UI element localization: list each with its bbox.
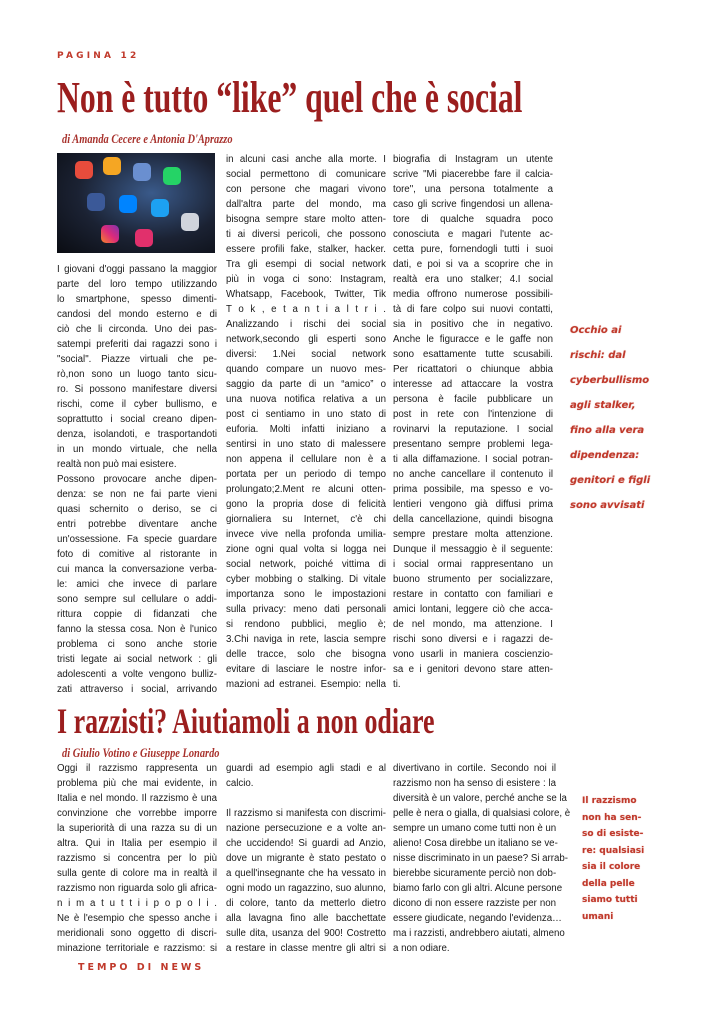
- pull-quote-line: Occhio ai: [570, 325, 622, 336]
- text-line: sa e i genitori devono stare atten-: [393, 664, 553, 675]
- text-line: network,secondo gli esperti sono: [226, 334, 386, 345]
- pull-quote-line: fino alla vera: [570, 425, 645, 436]
- text-line: Dunque il messaggio è il seguente:: [393, 544, 553, 555]
- text-line: diversità è un valore, perché anche se la: [393, 793, 567, 804]
- text-line: Il razzismo si manifesta con discrimi-: [226, 808, 386, 819]
- pull-quote-line: dipendenza:: [570, 450, 640, 461]
- text-line: social network, poiché vittima di: [226, 559, 386, 570]
- text-line: sia in positivo che in negativo.: [393, 319, 553, 330]
- text-line: denza: se non ne fai parte vieni: [57, 489, 217, 500]
- app-icon: [103, 157, 121, 175]
- text-line: soprattutto i social creano dipen-: [57, 414, 217, 425]
- text-line: cetta pure, fornendogli tutti i suoi: [393, 244, 553, 255]
- article1-column-2: [226, 152, 386, 692]
- text-line: le: amici che invece di parlare: [57, 579, 217, 590]
- text-line: Anche le figuracce e le gaffe non: [393, 334, 553, 345]
- text-line: ro. Si possono manifestare diversi: [57, 384, 217, 395]
- text-line: post in rete con l'intenzione di: [393, 409, 553, 420]
- article-byline: di Amanda Cecere e Antonia D'Aprazzo: [62, 131, 233, 146]
- text-line: problema più che mai evidente, in: [57, 778, 217, 789]
- text-line: caso gli scrive fingendosi un allena-: [393, 199, 553, 210]
- text-line: fanno la stessa cosa. Non è l'unico: [57, 624, 217, 635]
- text-line: sono sempre sul cellulare o addi-: [57, 594, 217, 605]
- paragraph: [226, 761, 386, 791]
- text-line: realtà era uno stalker; 4.I social: [393, 274, 553, 285]
- text-line: nazione persecuzione e a volte an-: [226, 823, 386, 834]
- text-line: realtà non può mai esistere.: [57, 459, 177, 470]
- text-line: parte del loro tempo utilizzando: [57, 279, 217, 290]
- text-line: a non odiare.: [393, 943, 450, 954]
- text-line: 3.Chi naviga in rete, lascia sempre: [226, 634, 386, 645]
- text-line: rittura coppie di fidanzati che: [57, 609, 217, 620]
- paragraph: [226, 806, 386, 956]
- text-line: no anche cancellare il contenuto il: [393, 469, 553, 480]
- text-line: presentano sempre problemi lega-: [393, 439, 553, 450]
- text-line: dicono di non essere razziste per non: [393, 898, 556, 909]
- text-line: lentieri vengono già diffusi prima: [393, 499, 553, 510]
- text-line: zati attraverso i social, arrivando: [57, 684, 217, 695]
- paragraph: [393, 761, 571, 956]
- app-icon: [75, 161, 93, 179]
- pull-quote-line: genitori e figli: [570, 475, 651, 486]
- text-line: tore di qualche squadra poco: [393, 214, 553, 225]
- text-line: prima possibile, ma spesso e vo-: [393, 484, 553, 495]
- text-line: che uccidendo! Si guardi ad Anzio,: [226, 838, 386, 849]
- text-line: dati, e poi si va a scoprire che in: [393, 259, 553, 270]
- text-line: della cancellazione, quindi bisogna: [393, 514, 553, 525]
- text-line: sempre prestare molta attenzione.: [393, 529, 553, 540]
- text-line: i social ormai rappresentano un: [393, 559, 553, 570]
- text-line: cui manca la conversazione verba-: [57, 564, 217, 575]
- text-line: alieno! Cosa direbbe un italiano se ve-: [393, 838, 558, 849]
- pull-quote-line: agli stalker,: [570, 400, 636, 411]
- text-line: sulle dita, usanza del 900! Costretto: [226, 928, 386, 939]
- paragraph: [226, 152, 386, 692]
- text-line: Analizzando i rischi dei social: [226, 319, 386, 330]
- text-line: ma i razzisti, andrebbero aiutati, almeno: [393, 928, 565, 939]
- facebook-icon: [87, 193, 105, 211]
- text-line: convinzione che vorrebbe imporre: [57, 808, 217, 819]
- text-line: più in voga ci sono: Instagram,: [226, 274, 386, 285]
- text-line: ti ai diversi pericoli, che possono: [226, 229, 386, 240]
- text-line: essere profili fake, stalker, hacker.: [226, 244, 386, 255]
- text-line: sulla privacy: meno dati personali: [226, 604, 386, 615]
- text-line: in alcuni casi anche alla morte. I: [226, 154, 386, 165]
- article1-pull-quote: [570, 318, 650, 518]
- text-line: delle tracce, solo che bisogna: [226, 649, 386, 660]
- text-line: bisogna sempre stare molto atten-: [226, 214, 386, 225]
- text-line: si rendono pubblici, meglio è;: [226, 619, 386, 630]
- text-line: Italia e nel mondo. Il razzismo è una: [57, 793, 217, 804]
- text-line: dall'altra parte del mondo, ma: [226, 199, 386, 210]
- text-line: T o k , e t a n t i a l t r i .: [226, 304, 386, 315]
- pull-quote-line: della pelle: [582, 878, 635, 889]
- text-line: a quell'insegnante che ha vessato in: [226, 868, 386, 879]
- text-line: un'ossessione. Fa specie guardare: [57, 534, 217, 545]
- text-line: restare in contatto con familiari e: [393, 589, 553, 600]
- text-line: ogni modo un ragazzino, suo alunno,: [226, 883, 386, 894]
- article2-column-2: [226, 761, 386, 956]
- pull-quote-line: Il razzismo: [582, 796, 637, 806]
- text-line: amici lontani, leggere ciò che acca-: [393, 604, 553, 615]
- text-line: alla lavagna fino alle bacchettate: [226, 913, 386, 924]
- text-line: buono strumento per socializzare,: [393, 574, 553, 585]
- text-line: rò,non sono un luogo tanto sicu-: [57, 369, 217, 380]
- text-line: rovinarvi la reputazione. I social: [393, 424, 553, 435]
- pull-quote-line: so di esiste-: [582, 829, 644, 839]
- text-line: ciò che li circonda. Uno dei pas-: [57, 324, 217, 335]
- text-line: entri potrebbe diventare anche: [57, 519, 217, 530]
- twitter-icon: [151, 199, 169, 217]
- article-byline: di Giulio Votino e Giuseppe Lonardo: [62, 745, 220, 760]
- text-line: Per ricattatori o chiunque abbia: [393, 364, 553, 375]
- page-number-label: PAGINA 12: [57, 51, 140, 61]
- text-line: sentirsi in uno stato di malessere: [226, 439, 386, 450]
- app-icon: [135, 229, 153, 247]
- text-line: la superiorità di una razza su di un: [57, 823, 217, 834]
- article1-column-3: [393, 152, 553, 692]
- text-line: di colore, tanto da metterlo dietro: [226, 898, 386, 909]
- text-line: saggio da parte di un “amico” o: [226, 379, 386, 390]
- paragraph: [57, 262, 217, 472]
- text-line: mazioni ad estranei. Esempio: nella: [226, 679, 386, 690]
- text-line: de nel mondo, ma attenzione. I: [393, 619, 553, 630]
- smartphone-social-apps-image: [57, 153, 215, 253]
- text-line: sulla gente di colore ma in realtà il: [57, 868, 217, 879]
- text-line: Possono provocare anche dipen-: [57, 474, 217, 485]
- article2-column-3: [393, 761, 571, 956]
- text-line: media offrono numerose possibili-: [393, 289, 553, 300]
- text-line: evitare di lasciare le nostre infor-: [226, 664, 386, 675]
- app-icon: [181, 213, 199, 231]
- text-line: razzismo non ha senso di esistere : la: [393, 778, 556, 789]
- text-line: quasi schernito o deriso, se ci: [57, 504, 217, 515]
- text-line: quando compare un nuovo mes-: [226, 364, 386, 375]
- text-line: ti alla diffamazione. I social potran-: [393, 454, 553, 465]
- text-line: bierebbe sicuramente perciò non dob-: [393, 868, 557, 879]
- text-line: tristi legate ai social network : gli: [57, 654, 217, 665]
- pull-quote-line: non ha sen-: [582, 812, 642, 823]
- text-line: essere giudicate, negando l'evidenza…: [393, 913, 562, 924]
- text-line: satempi preferiti dai ragazzi sono i: [57, 339, 217, 350]
- article1-column-1: [57, 262, 217, 697]
- text-line: I giovani d'oggi passano la maggior: [57, 264, 217, 275]
- text-line: problema ci sono anche storie: [57, 639, 217, 650]
- text-line: ti.: [393, 679, 401, 690]
- text-line: giornaliera su Internet, c'è chi: [226, 514, 386, 525]
- app-icon: [133, 163, 151, 181]
- text-line: vono usarli in maniera coscienzio-: [393, 649, 553, 660]
- article2-pull-quote: [582, 793, 644, 925]
- pull-quote-line: siamo tutti: [582, 895, 638, 905]
- text-line: gono la propria dose di felicità: [226, 499, 386, 510]
- pull-quote-line: sono avvisati: [570, 500, 645, 511]
- messenger-icon: [119, 195, 137, 213]
- text-line: guardi ad esempio agli stadi e al: [226, 763, 386, 774]
- text-line: altra. Qui in Italia per esempio il: [57, 838, 217, 849]
- text-line: pelle è nera o gialla, di qualsiasi colore, è: [393, 808, 571, 819]
- text-line: tà di fare colpo sui nuovi contatti,: [393, 304, 553, 315]
- text-line: portata per un periodo di tempo: [226, 469, 386, 480]
- text-line: prolungato;2.Ment re alcuni otten-: [226, 484, 386, 495]
- text-line: una nuova notifica relativa a un: [226, 394, 386, 405]
- paragraph: [57, 472, 217, 697]
- article-title: Non è tutto “like” quel che è social: [57, 73, 523, 122]
- text-line: interesse ad attaccare la vostra: [393, 379, 553, 390]
- pull-quote-line: cyberbullismo: [570, 375, 650, 386]
- text-line: invece vive nella profonda umilia-: [226, 529, 386, 540]
- text-line: rischi sono diversi e i ragazzi de-: [393, 634, 553, 645]
- text-line: denza, isolandoti, e trasportandoti: [57, 429, 217, 440]
- text-line: biografia di Instagram un utente: [393, 154, 553, 165]
- pull-quote-line: umani: [582, 911, 614, 922]
- text-line: biamo farlo con gli altri. Alcune persone: [393, 883, 563, 894]
- text-line: scrive "Mi piacerebbe fare il calcia-: [393, 169, 553, 180]
- text-line: diversi: 1.Nei social network: [226, 349, 386, 360]
- text-line: con persone che magari vivono: [226, 184, 386, 195]
- text-line: Whatsapp, Facebook, Twitter, Tik: [226, 289, 386, 300]
- pull-quote-line: sia il colore: [582, 862, 641, 872]
- text-line: Ne è l'esempio che spesso anche i: [57, 913, 217, 924]
- text-line: dove un migrante è stato pestato o: [226, 853, 386, 864]
- publication-name-footer: TEMPO DI NEWS: [78, 962, 205, 973]
- text-line: social permettono di comunicare: [226, 169, 386, 180]
- text-line: conosciuta e magari l'utente ac-: [393, 229, 553, 240]
- text-line: lo smartphone, spesso dimenti-: [57, 294, 217, 305]
- text-line: adolescenti a volte vengono bulliz-: [57, 669, 217, 680]
- paragraph: [57, 761, 217, 956]
- article-title: I razzisti? Aiutiamoli a non odiare: [57, 701, 435, 741]
- text-line: razzismo si concentra per lo più: [57, 853, 217, 864]
- text-line: tore", una persona totalmente a: [393, 184, 553, 195]
- text-line: in un mondo virtuale, che nella: [57, 444, 217, 455]
- text-line: euforia. Molti infatti iniziano a: [226, 424, 386, 435]
- text-line: calcio.: [226, 778, 254, 789]
- text-line: razzismo non riguarda solo gli africa-: [57, 883, 217, 894]
- text-line: sempre un umano come tutti non è un: [393, 823, 557, 834]
- text-line: cyber mobbing o stalking. Di vitale: [226, 574, 386, 585]
- text-line: "social". Piazze virtuali che pe-: [57, 354, 217, 365]
- text-line: Oggi il razzismo rappresenta un: [57, 763, 217, 774]
- text-line: a restare in classe mentre gli altri si: [226, 943, 386, 954]
- text-line: n i m a t u t t i i p o p o l i .: [57, 898, 217, 909]
- text-line: foto di comitive al ristorante in: [57, 549, 217, 560]
- text-line: minazione territoriale e razzismo: si: [57, 943, 217, 954]
- article2-column-1: [57, 761, 217, 956]
- text-line: Tra gli esempi di social network: [226, 259, 386, 270]
- instagram-icon: [101, 225, 119, 243]
- pull-quote-line: re: qualsiasi: [582, 845, 645, 856]
- text-line: meridionali sono oggetto di discri-: [57, 928, 217, 939]
- text-line: sono esattamente tutte scusabili.: [393, 349, 553, 360]
- text-line: candosi del mondo esterno e di: [57, 309, 217, 320]
- text-line: zione ogni qual volta si logga nei: [226, 544, 386, 555]
- pull-quote-line: rischi: dal: [570, 350, 626, 361]
- text-line: rischi, come il cyber bullismo, e: [57, 399, 217, 410]
- text-line: non appena il cellulare non è a: [226, 454, 386, 465]
- paragraph: [393, 152, 553, 692]
- text-line: persona è facile pubblicare un: [393, 394, 553, 405]
- text-line: divertivano in cortile. Secondo noi il: [393, 763, 556, 774]
- text-line: post ci sentiamo in uno stato di: [226, 409, 386, 420]
- text-line: nisse discriminato in un paese? Si arrab-: [393, 853, 568, 864]
- app-icon: [163, 167, 181, 185]
- text-line: importanza sono le impostazioni: [226, 589, 386, 600]
